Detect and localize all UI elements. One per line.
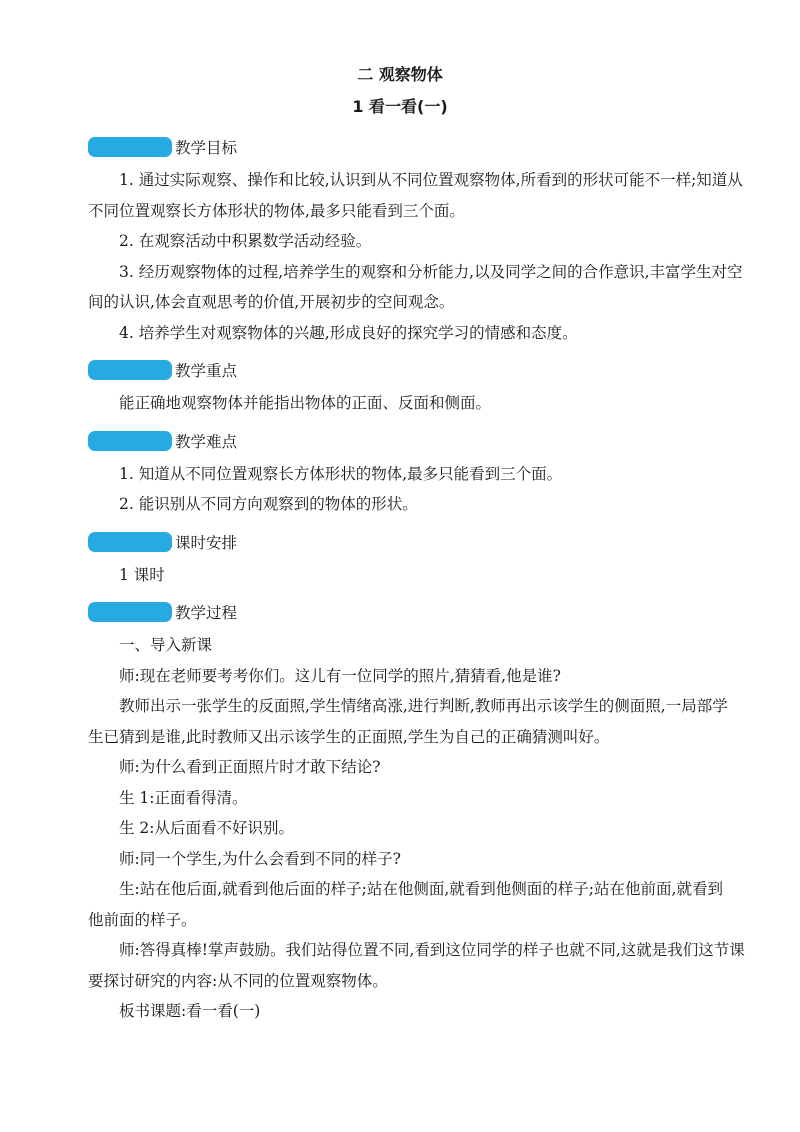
paragraph: 一、导入新课 bbox=[119, 636, 213, 654]
paragraph: 师:现在老师要考考你们。这儿有一位同学的照片,猜猜看,他是谁? bbox=[119, 666, 561, 685]
paragraph: 生:站在他后面,就看到他后面的样子;站在他侧面,就看到他侧面的样子;站在他前面,就看到 bbox=[119, 880, 723, 898]
section-header-process bbox=[88, 594, 752, 630]
paragraph: 他前面的样子。 bbox=[88, 910, 197, 929]
paragraph: 生 2:从后面看不好识别。 bbox=[119, 819, 295, 837]
paragraph: 间的认识,体会直观思考的价值,开展初步的空间观念。 bbox=[88, 293, 455, 311]
section-header-goals bbox=[88, 129, 752, 165]
section-title: 教学过程 bbox=[175, 604, 238, 622]
paragraph: 3. 经历观察物体的过程,培养学生的观察和分析能力,以及同学之间的合作意识,丰富学生对空 bbox=[119, 262, 743, 281]
section-title: 教学重点 bbox=[175, 362, 238, 380]
section-header-difficult bbox=[88, 423, 752, 459]
paragraph: 不同位置观察长方体形状的物体,最多只能看到三个面。 bbox=[88, 201, 465, 220]
section-title: 课时安排 bbox=[175, 533, 238, 552]
section-marker bbox=[88, 602, 172, 622]
paragraph: 4. 培养学生对观察物体的兴趣,形成良好的探究学习的情感和态度。 bbox=[119, 323, 578, 342]
paragraph: 2. 在观察活动中积累数学活动经验。 bbox=[119, 232, 372, 250]
paragraph: 1. 知道从不同位置观察长方体形状的物体,最多只能看到三个面。 bbox=[119, 464, 563, 483]
paragraph: 要探讨研究的内容:从不同的位置观察物体。 bbox=[88, 971, 388, 990]
paragraph: 生已猜到是谁,此时教师又出示该学生的正面照,学生为自己的正确猜测叫好。 bbox=[88, 727, 610, 746]
paragraph: 师:同一个学生,为什么会看到不同的样子? bbox=[119, 849, 401, 868]
section-marker bbox=[88, 137, 172, 157]
paragraph: 教师出示一张学生的反面照,学生情绪高涨,进行判断,教师再出示该学生的侧面照,一局部学 bbox=[119, 697, 728, 715]
section-marker bbox=[88, 532, 172, 552]
paragraph: 2. 能识别从不同方向观察到的物体的形状。 bbox=[119, 495, 418, 513]
section-title: 教学难点 bbox=[175, 432, 238, 451]
section-header-key bbox=[88, 352, 752, 388]
paragraph: 能正确地观察物体并能指出物体的正面、反面和侧面。 bbox=[119, 394, 492, 412]
chapter-title: 二 观察物体 bbox=[357, 65, 443, 84]
section-title: 教学目标 bbox=[175, 139, 238, 157]
section-marker bbox=[88, 360, 172, 380]
paragraph: 师:答得真棒!掌声鼓励。我们站得位置不同,看到这位同学的样子也就不同,这就是我们这节课 bbox=[119, 941, 745, 959]
paragraph: 1 课时 bbox=[119, 565, 165, 584]
section-header-schedule bbox=[88, 524, 752, 560]
paragraph: 师:为什么看到正面照片时才敢下结论? bbox=[119, 758, 381, 776]
document-body bbox=[88, 125, 752, 1027]
paragraph: 板书课题:看一看(一) bbox=[119, 1002, 261, 1020]
paragraph: 生 1:正面看得清。 bbox=[119, 788, 248, 807]
paragraph: 1. 通过实际观察、操作和比较,认识到从不同位置观察物体,所看到的形状可能不一样;知道从 bbox=[119, 171, 743, 189]
lesson-title: 1 看一看(一) bbox=[352, 97, 448, 116]
section-marker bbox=[88, 431, 172, 451]
